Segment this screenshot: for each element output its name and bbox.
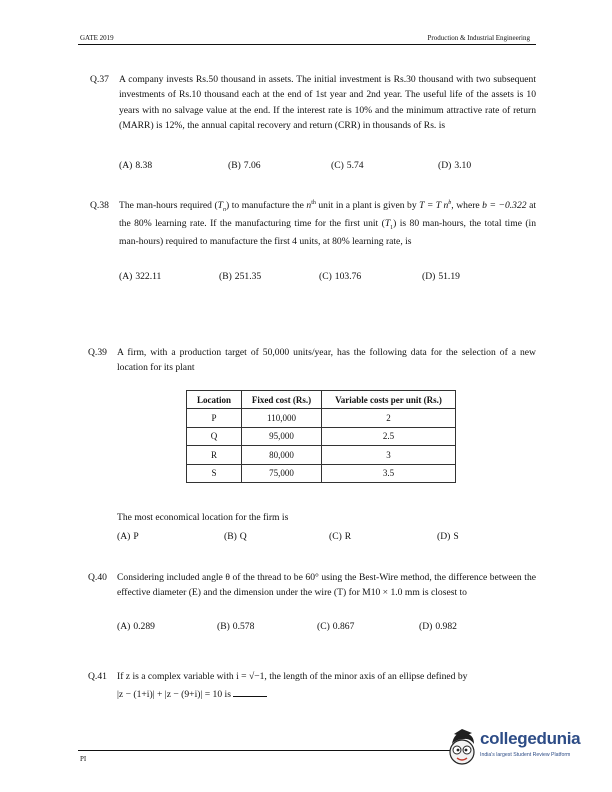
option-b[interactable]: (B) 251.35 [219, 271, 262, 282]
option-c[interactable]: (C) 5.74 [331, 160, 364, 171]
question-number: Q.38 [90, 200, 109, 211]
table-row [187, 427, 456, 445]
question-text: The man-hours required $(T_n)$ to manufacture the $n^{th}$ unit in a plant is given by T = T $n^b$, where b = −0.322 at the 80% learning rate. If the manufacturing time for the first unit $(T_1)$ is 80 man-hours, the total time (in man-hours) required to manufacture the first 4 units, at 80% learning rate, is [119, 199, 536, 247]
column-header: Location [187, 391, 242, 409]
learning-formula: T = T n [419, 200, 449, 211]
table-cell: 75,000 [242, 464, 322, 482]
table-cell: 2.5 [322, 427, 456, 445]
option-a[interactable]: (A) 322.11 [119, 271, 162, 282]
option-d[interactable]: (D) S [437, 531, 459, 542]
question-number: Q.37 [90, 74, 109, 85]
brand-logo [446, 726, 592, 770]
question-text: A firm, with a production target of 50,000 units/year, has the following data for the selection of a new location for its plant [117, 347, 536, 374]
option-a[interactable]: (A) P [117, 531, 139, 542]
footer-divider [78, 750, 450, 751]
header-paper-name: Production & Industrial Engineering [427, 34, 530, 42]
question-39-prompt: The most economical location for the firm is [117, 512, 289, 523]
table-cell: 2 [322, 409, 456, 427]
option-b[interactable]: (B) Q [224, 531, 247, 542]
table-row [187, 446, 456, 464]
option-b[interactable]: (B) 7.06 [228, 160, 261, 171]
question-41 [88, 668, 536, 704]
option-c[interactable]: (C) 0.867 [317, 621, 355, 632]
table-cell: 3.5 [322, 464, 456, 482]
question-text: A company invests Rs.50 thousand in assets. The initial investment is Rs.30 thousand with two subsequent investments of Rs.10 thousand each at the end of 1st year and 2nd year. The useful life of the assets is 10 years with no salvage value at the end. If the interest rate is 10% and the minimum attractive rate of return (MARR) is 12%, the annual capital recovery and return (CRR) in thousands of Rs. is [119, 74, 536, 132]
header-exam-title: GATE 2019 [80, 34, 114, 42]
brand-name: collegedunia [480, 729, 581, 748]
question-39 [88, 345, 536, 376]
table-cell: P [187, 409, 242, 427]
header-divider [78, 44, 536, 45]
mascot-icon [446, 728, 480, 768]
table-row [187, 409, 456, 427]
question-text: Considering included angle θ of the thread to be 60° using the Best-Wire method, the difference between the effective diameter (E) and the dimension under the wire (T) for M10 × 1.0 mm is closest to [117, 572, 536, 599]
brand-tagline: India's largest Student Review Platform [480, 752, 571, 758]
answer-blank[interactable] [233, 687, 267, 697]
table-cell: R [187, 446, 242, 464]
ellipse-equation: |z − (1+i)| + |z − (9+i)| = 10 is [117, 689, 231, 700]
option-d[interactable]: (D) 3.10 [438, 160, 472, 171]
option-b[interactable]: (B) 0.578 [217, 621, 255, 632]
question-38 [90, 197, 536, 251]
location-cost-table [186, 390, 456, 483]
question-40 [88, 570, 536, 601]
option-c[interactable]: (C) R [329, 531, 352, 542]
question-text: If z is a complex variable with i = √−1, the length of the minor axis of an ellipse defined by |z − (1+i)| + |z − (9+i)| = 10 is [117, 671, 468, 700]
table-header-row [187, 391, 456, 409]
table-cell: 95,000 [242, 427, 322, 445]
option-d[interactable]: (D) 51.19 [422, 271, 460, 282]
table-cell: 3 [322, 446, 456, 464]
question-number: Q.40 [88, 572, 107, 583]
table-row [187, 464, 456, 482]
question-number: Q.41 [88, 671, 107, 682]
question-number: Q.39 [88, 347, 107, 358]
option-c[interactable]: (C) 103.76 [319, 271, 362, 282]
footer-page-label: PI [80, 755, 87, 763]
option-d[interactable]: (D) 0.982 [419, 621, 457, 632]
table-cell: Q [187, 427, 242, 445]
column-header: Variable costs per unit (Rs.) [322, 391, 456, 409]
column-header: Fixed cost (Rs.) [242, 391, 322, 409]
option-a[interactable]: (A) 8.38 [119, 160, 153, 171]
option-a[interactable]: (A) 0.289 [117, 621, 155, 632]
table-cell: 110,000 [242, 409, 322, 427]
table-cell: S [187, 464, 242, 482]
question-37 [90, 72, 536, 134]
table-cell: 80,000 [242, 446, 322, 464]
